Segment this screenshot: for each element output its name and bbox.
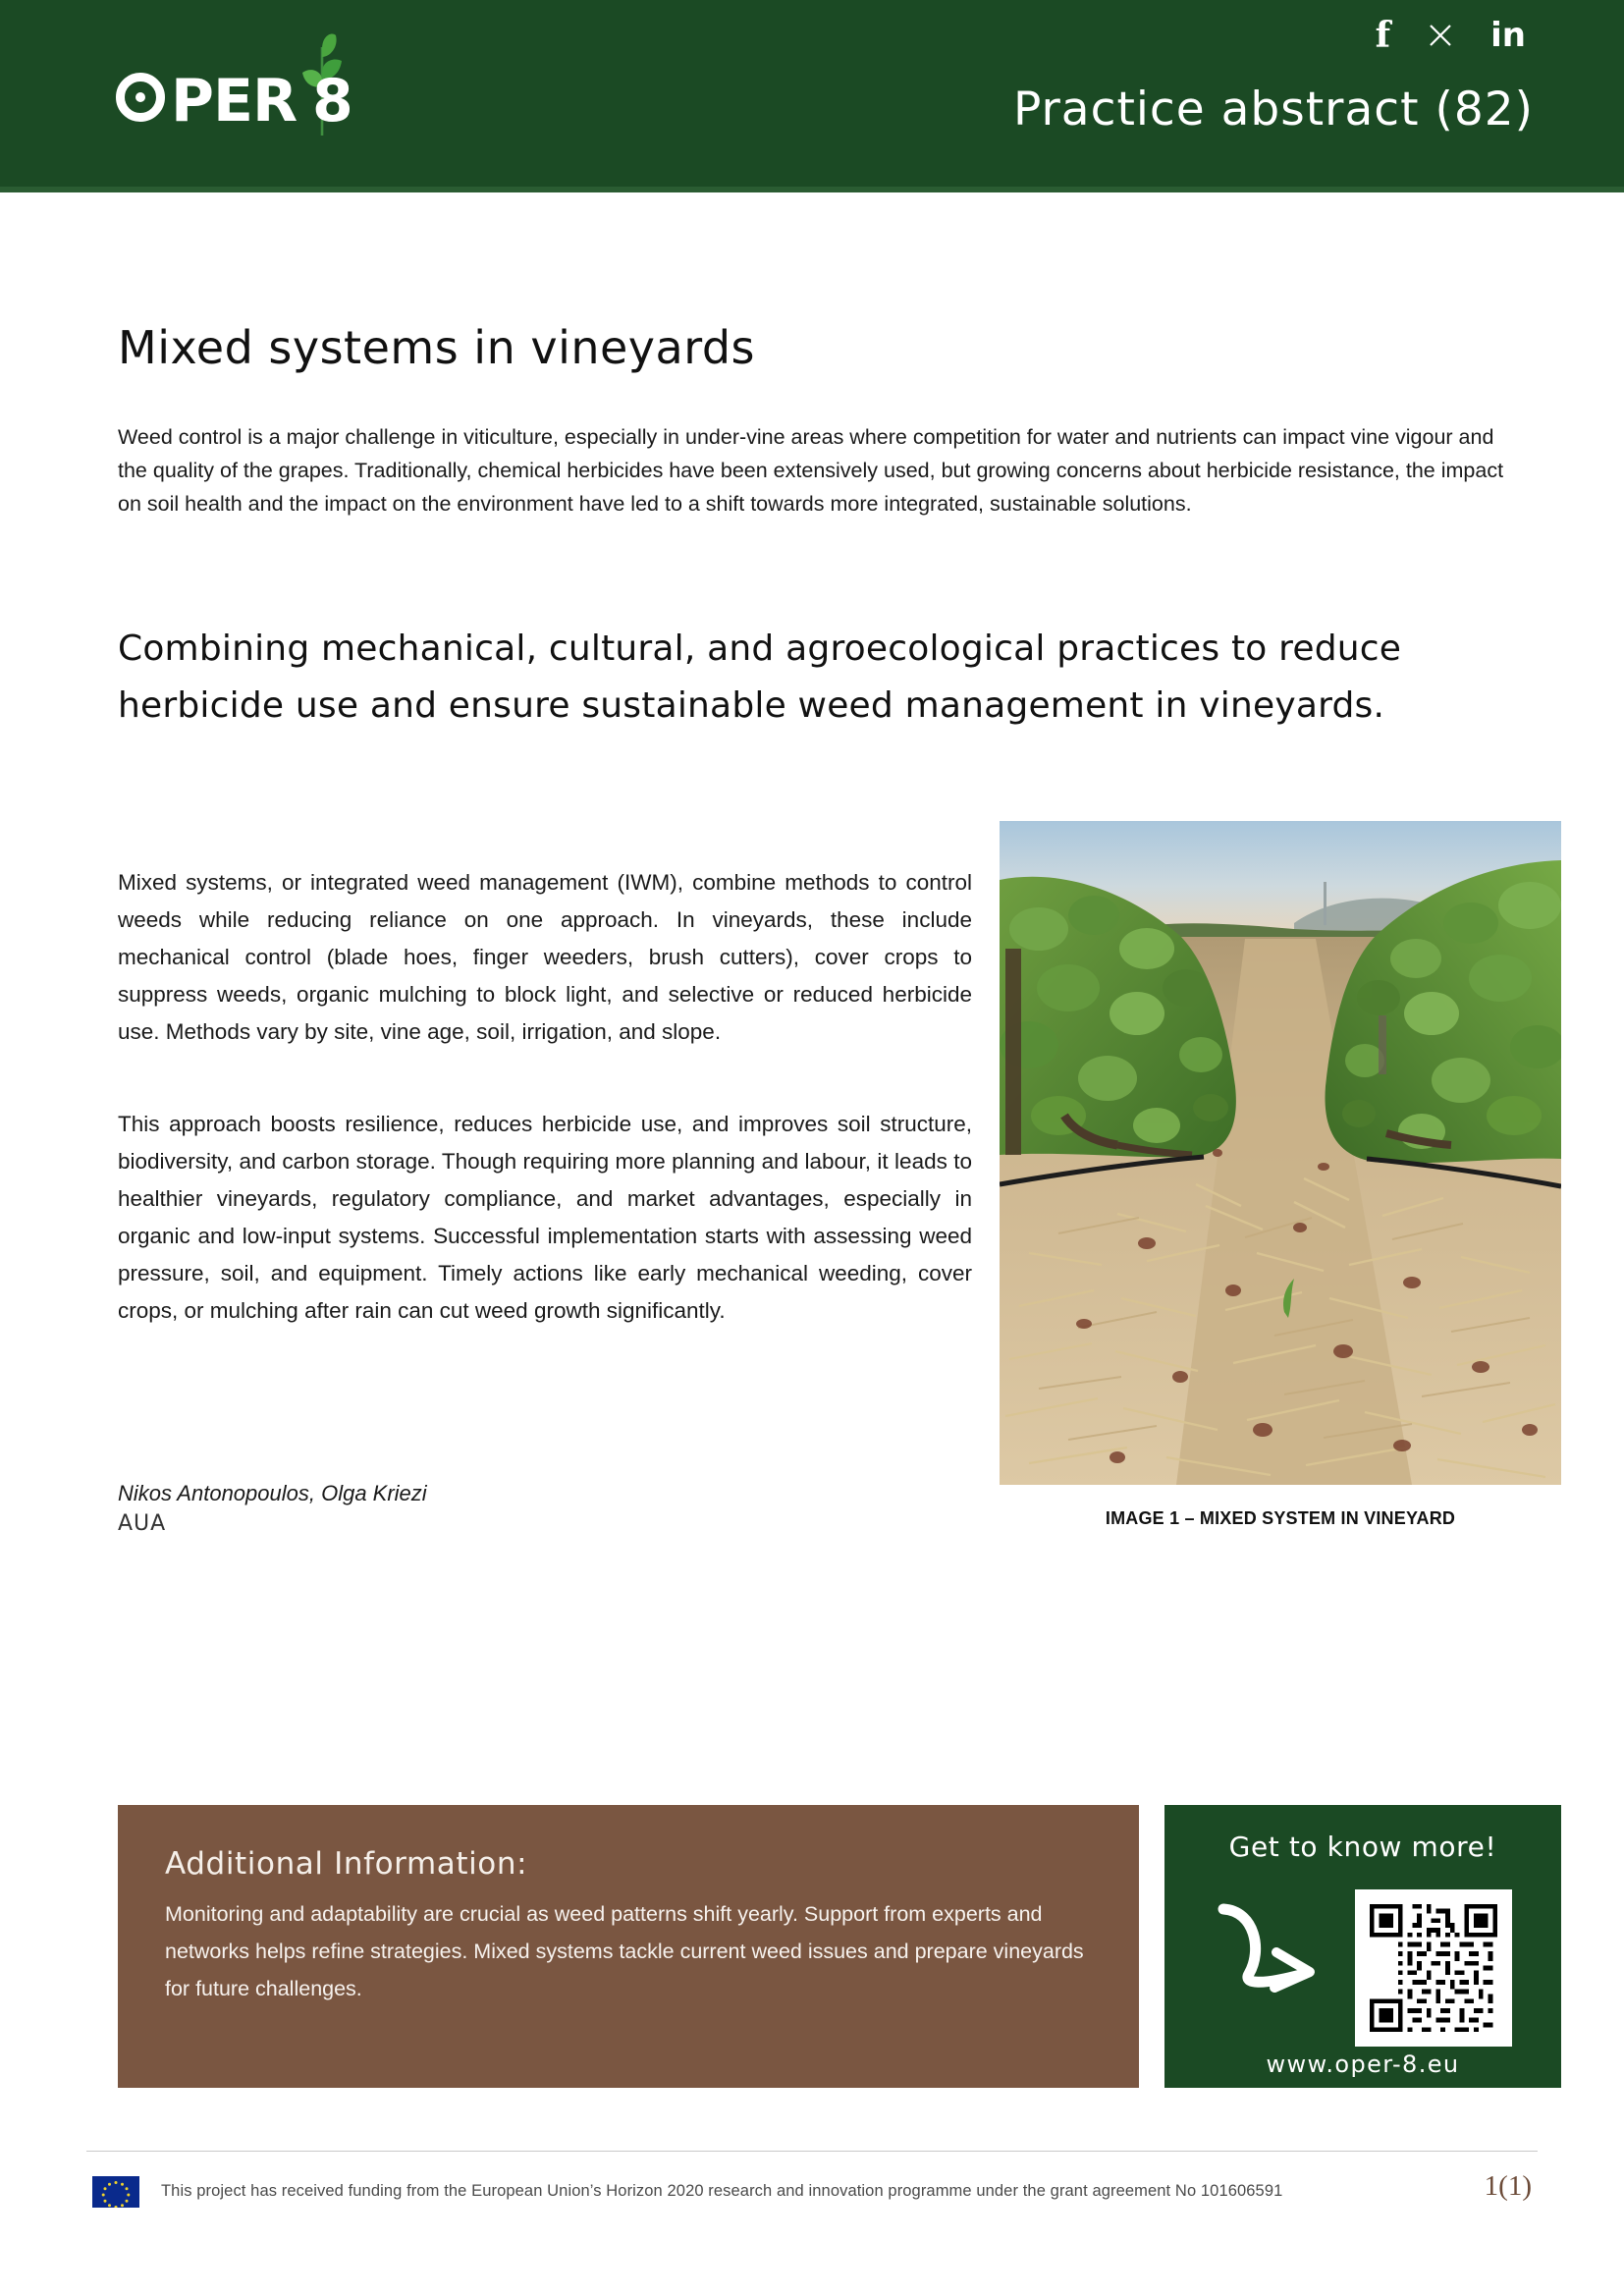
additional-information-text: Monitoring and adaptability are crucial as weed patterns shift yearly. Support from experts and networks helps refine strategies. Mixed systems tackle current weed issues and prepare vineyards for future challenges. [165, 1902, 1084, 2000]
x-twitter-icon[interactable] [1428, 23, 1453, 48]
page-title: Mixed systems in vineyards [118, 320, 755, 374]
vineyard-photo [1000, 821, 1561, 1485]
intro-paragraph: Weed control is a major challenge in viticulture, especially in under-vine areas where competition for water and nutrients can impact vine vigour and the quality of the grapes. Traditionally, chemical herbicides have been extensively used, but growing concerns about herbicide resistance, the impact on soil health and the impact on the environment have led to a shift towards more integrated, sustainable solutions. [118, 425, 1504, 516]
additional-information-title: Additional Information: [165, 1846, 528, 1882]
figure-caption: IMAGE 1 – MIXED SYSTEM IN VINEYARD [1105, 1508, 1456, 1528]
social-links [1375, 15, 1526, 56]
page-title-header: Practice abstract (82) [1012, 82, 1534, 137]
qr-panel-url[interactable]: www.oper-8.eu [1266, 2050, 1460, 2078]
byline [118, 1479, 427, 1540]
main-text-column [118, 864, 972, 1330]
get-to-know-more-panel[interactable] [1164, 1805, 1561, 2088]
facebook-icon[interactable]: f [1375, 15, 1391, 56]
qr-panel-title: Get to know more! [1228, 1831, 1497, 1863]
author-organisation: AUA [118, 1511, 167, 1536]
logo-o-dot-icon [135, 92, 145, 102]
page-header [0, 0, 1624, 187]
logo-eight-text: 8 [312, 67, 353, 136]
author-names: Nikos Antonopoulos, Olga Kriezi [118, 1481, 427, 1505]
qr-code-image[interactable] [1355, 1889, 1512, 2047]
oper8-logo[interactable] [116, 29, 410, 147]
figure-block [1000, 821, 1561, 1529]
european-union-flag-icon [92, 2176, 139, 2208]
funding-statement: This project has received funding from the European Union’s Horizon 2020 research and innovation programme under the grant agreement No 101606591 [161, 2182, 1283, 2200]
logo-per-text: PER [171, 67, 298, 136]
header-divider [0, 187, 1624, 192]
body-paragraph-1: Mixed systems, or integrated weed management (IWM), combine methods to control weeds while reducing reliance on one approach. In vineyards, these include mechanical control (blade hoes, finger weeders, brush cutters), cover crops to suppress weeds, organic mulching to block light, and selective or reduced herbicide use. Methods vary by site, vine age, soil, irrigation, and slope. [118, 870, 972, 1044]
linkedin-icon[interactable]: in [1490, 16, 1526, 55]
footer-divider [86, 2151, 1538, 2152]
curved-arrow-icon [1206, 1895, 1331, 2003]
body-paragraph-2: This approach boosts resilience, reduces herbicide use, and improves soil structure, biodiversity, and carbon storage. Though requiring more planning and labour, it leads to healthier vineyards, regulatory compliance, and market advantages, especially in organic and low-input systems. Successful implementation starts with assessing weed pressure, soil, and equipment. Timely actions like early mechanical weeding, cover crops, or mulching after rain can cut weed growth significantly. [118, 1112, 972, 1323]
page-number: 1(1) [1484, 2170, 1532, 2202]
subheading: Combining mechanical, cultural, and agroecological practices to reduce herbicide use and ensure sustainable weed management in vineyards. [118, 629, 1402, 726]
additional-information-box [118, 1805, 1139, 2088]
